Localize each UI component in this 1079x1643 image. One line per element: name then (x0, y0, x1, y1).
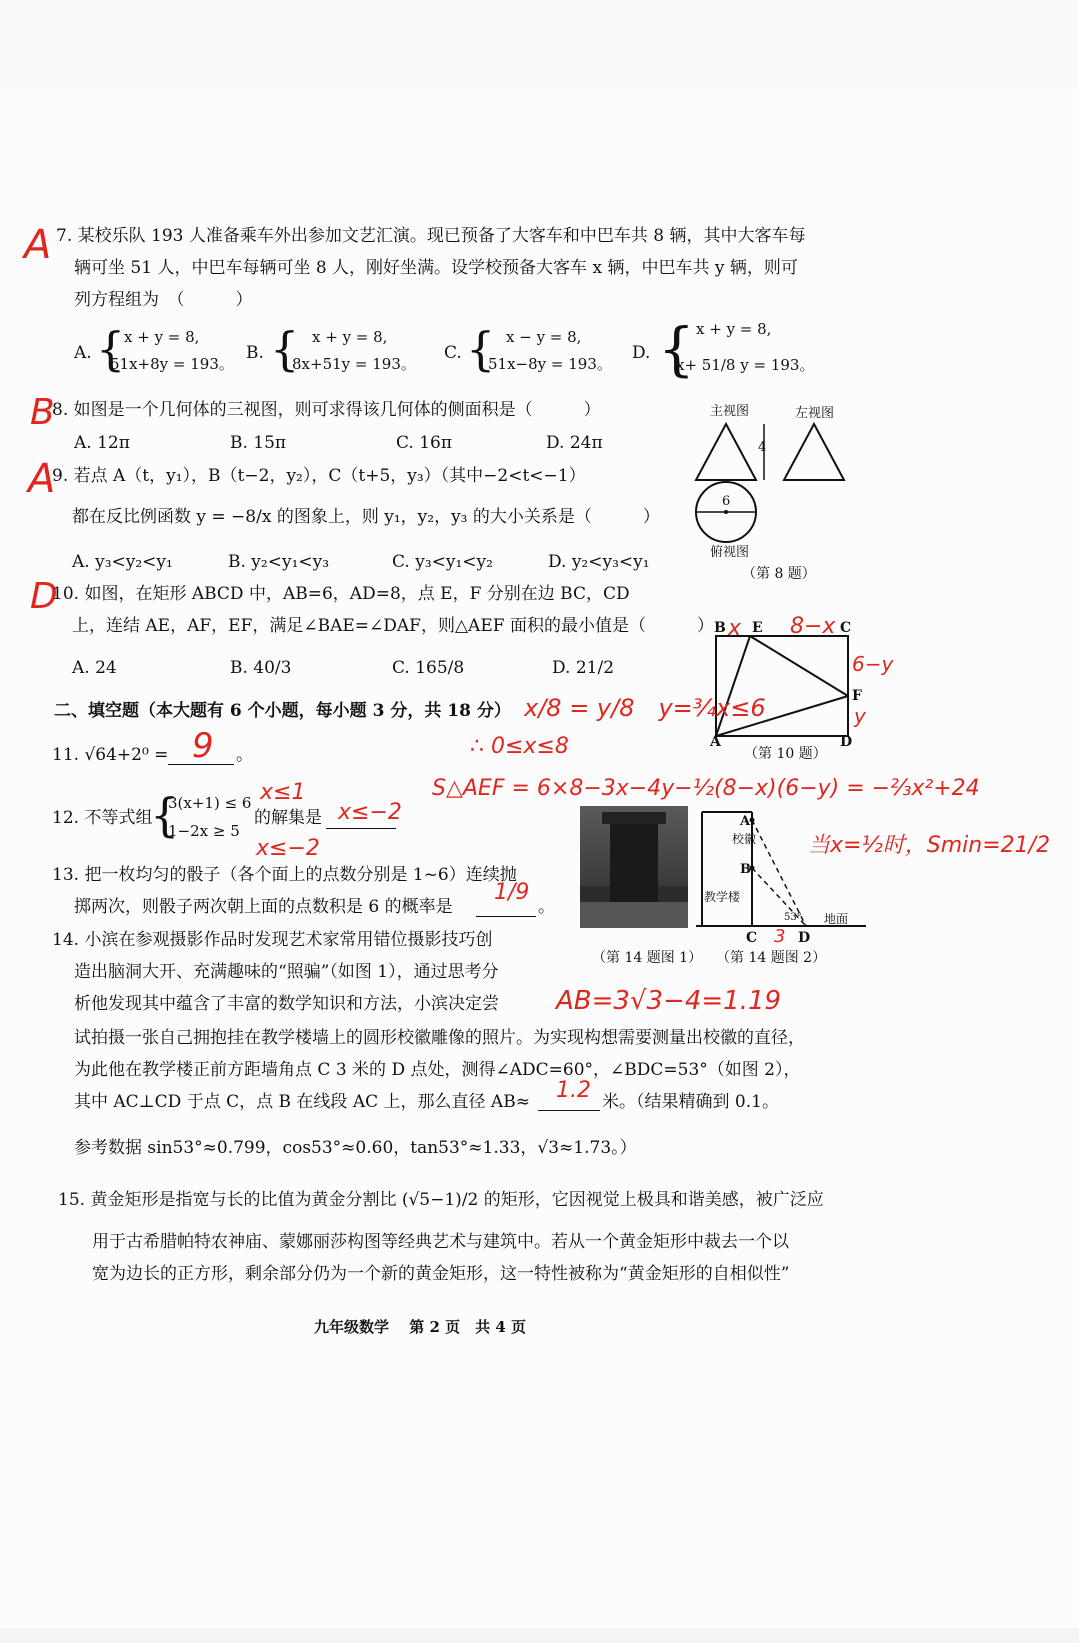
q7-line1: 7. 某校乐队 193 人准备乘车外出参加文艺汇演。现已预备了大客车和中巴车共 8 辆，其中大客车每 (56, 226, 806, 246)
q7-line3: 列方程组为 （ ） (74, 290, 253, 310)
q10-fig-note-6y: 6−y (852, 652, 894, 676)
q7-option-c-label: C. (444, 343, 462, 363)
q14-photo (580, 806, 688, 928)
q10-option-a: A. 24 (72, 658, 117, 678)
q13-line1: 13. 把一枚均匀的骰子（各个面上的点数分别是 1~6）连续抛 (52, 865, 517, 885)
q8-fig-left-label: 左视图 (795, 406, 835, 421)
q8-fig-caption: （第 8 题） (742, 566, 816, 582)
q14-fig2-distance: 3 (774, 926, 786, 947)
q7-option-c-eq1: x − y = 8, (506, 328, 582, 346)
q12-work1: x≤1 (260, 780, 306, 805)
section2-heading: 二、填空题（本大题有 6 个小题，每小题 3 分，共 18 分） (54, 701, 511, 721)
q9-line1: 9. 若点 A（t，y₁），B（t−2，y₂），C（t+5，y₃）（其中−2<t<−1） (52, 466, 586, 486)
q14-work: AB=3√3−4=1.19 (556, 986, 782, 1016)
q14-fig2-badge-label: 校徽 (732, 832, 757, 846)
q8-option-d: D. 24π (546, 433, 603, 453)
q10-fig-label-d: D (840, 734, 853, 750)
q10-fig-note-y: y (854, 704, 866, 728)
q10-work-line2: ∴ 0≤x≤8 (470, 734, 569, 759)
q14-line1: 14. 小滨在参观摄影作品时发现艺术家常用错位摄影技巧创 (52, 930, 493, 950)
q14-fig1-caption: （第 14 题图 1） (592, 950, 703, 966)
q14-line5: 为此他在教学楼正前方距墙角点 C 3 米的 D 点处，测得∠ADC=60°，∠BDC=53°（如图 2）， (74, 1060, 801, 1080)
q7-option-a-eq2: 51x+8y = 193。 (110, 355, 234, 373)
q14-answer: 1.2 (556, 1078, 591, 1103)
q7-option-d-label: D. (632, 343, 651, 363)
answer-mark-q8: B (30, 392, 55, 433)
q8-three-view-figure (690, 420, 860, 560)
q9-option-d: D. y₂<y₃<y₁ (548, 552, 650, 572)
q12-answer: x≤−2 (338, 800, 402, 825)
q13-blank (476, 916, 536, 917)
q12-eq2: 1−2x ≥ 5 (168, 822, 240, 840)
q10-fig-note-8x: 8−x (790, 614, 836, 639)
q8-fig-front-label: 主视图 (710, 404, 750, 419)
q10-fig-label-b: B (714, 620, 726, 636)
q14-fig2-label-d: D (798, 930, 811, 946)
q10-fig-label-f: F (852, 688, 862, 704)
q8-stem: 8. 如图是一个几何体的三视图，则可求得该几何体的侧面积是（ ） (52, 400, 601, 420)
q10-line1: 10. 如图，在矩形 ABCD 中，AB=6，AD=8，点 E，F 分别在边 BC，CD (52, 584, 630, 604)
q14-fig2-label-a: A (740, 814, 751, 829)
q13-answer: 1/9 (494, 880, 530, 905)
answer-mark-q7: A (24, 222, 52, 268)
q10-option-c: C. 165/8 (392, 658, 465, 678)
answer-mark-q9: A (28, 456, 56, 502)
q14-blank (538, 1110, 600, 1111)
q14-unit: 米。（结果精确到 0.1。 (602, 1092, 779, 1112)
q7-option-b-eq2: 8x+51y = 193。 (292, 355, 416, 373)
q11-period: 。 (236, 745, 253, 765)
q8-fig-top-label: 俯视图 (710, 545, 750, 560)
q7-option-d-brace: { (658, 315, 695, 383)
q9-option-b: B. y₂<y₁<y₃ (228, 552, 330, 572)
q14-line4: 试拍摄一张自己拥抱挂在教学楼墙上的圆形校徽雕像的照片。为实现构想需要测量出校徽的直径， (74, 1028, 805, 1048)
q10-rectangle-figure (712, 630, 862, 740)
q7-option-b-brace: { (270, 322, 300, 376)
q14-fig2-label-c: C (746, 930, 758, 946)
q10-work-line1: x/8 = y/8 y=¾x≤6 (524, 694, 766, 722)
q10-fig-caption: （第 10 题） (744, 746, 827, 762)
q10-work-line3: S△AEF = 6×8−3x−4y−½(8−x)(6−y) = −⅔x²+24 (432, 776, 980, 801)
q10-fig-note-x: x (728, 616, 742, 641)
q12-work2: x≤−2 (256, 836, 320, 861)
q10-fig-label-a: A (710, 734, 721, 750)
q7-option-b-label: B. (246, 343, 264, 363)
q7-option-a-label: A. (74, 343, 92, 363)
q10-fig-label-c: C (840, 620, 852, 636)
q14-line6: 其中 AC⊥CD 于点 C，点 B 在线段 AC 上，那么直径 AB≈ (74, 1092, 530, 1112)
q7-option-a-eq1: x + y = 8, (124, 328, 200, 346)
page-footer: 九年级数学 第 2 页 共 4 页 (314, 1318, 526, 1336)
q8-fig-height: 4 (758, 440, 767, 455)
top-bar (0, 0, 1079, 89)
q10-fig-label-e: E (752, 620, 763, 636)
q14-fig2-building-label: 教学楼 (704, 890, 741, 904)
q15-line1: 15. 黄金矩形是指宽与长的比值为黄金分割比 (√5−1)/2 的矩形，它因视觉上极具和谐美感，被广泛应 (58, 1190, 824, 1210)
q11-text: 11. √64+2⁰ = (52, 745, 169, 765)
q10-line2: 上，连结 AE，AF，EF，满足∠BAE=∠DAF，则△AEF 面积的最小值是（ ） (72, 616, 714, 636)
q14-fig2-angle: 53° (784, 912, 802, 923)
q8-option-c: C. 16π (396, 433, 453, 453)
q12-prefix: 12. 不等式组 (52, 808, 153, 828)
q12-blank (326, 828, 396, 829)
q13-line2: 掷两次，则骰子两次朝上面的点数积是 6 的概率是 (74, 897, 453, 917)
q12-suffix: 的解集是 (254, 808, 322, 828)
q14-reference: 参考数据 sin53°≈0.799，cos53°≈0.60，tan53°≈1.33，√3≈1.73。） (74, 1138, 637, 1158)
q11-answer: 9 (192, 726, 214, 766)
q14-fig2-ground-label: 地面 (824, 912, 849, 926)
q7-option-c-eq2: 51x−8y = 193。 (488, 355, 612, 373)
answer-mark-q10: D (30, 576, 58, 617)
q7-option-c-brace: { (466, 322, 496, 376)
q8-option-b: B. 15π (230, 433, 287, 453)
q8-fig-diameter: 6 (722, 494, 731, 509)
q8-option-a: A. 12π (74, 433, 130, 453)
q10-option-b: B. 40/3 (230, 658, 292, 678)
q15-line2: 用于古希腊帕特农神庙、蒙娜丽莎构图等经典艺术与建筑中。若从一个黄金矩形中裁去一个以 (92, 1232, 789, 1252)
q10-work-line4: 当x=½时，Smin=21/2 (808, 833, 1051, 858)
q14-line2: 造出脑洞大开、充满趣味的“照骗”（如图 1），通过思考分 (74, 962, 499, 982)
q12-eq1: 3(x+1) ≤ 6 (168, 794, 252, 812)
q12-brace: { (150, 788, 180, 842)
q15-line3: 宽为边长的正方形，剩余部分仍为一个新的黄金矩形，这一特性被称为“黄金矩形的自相似性” (92, 1264, 790, 1284)
q9-option-a: A. y₃<y₂<y₁ (72, 552, 173, 572)
q9-option-c: C. y₃<y₁<y₂ (392, 552, 493, 572)
q7-option-d-eq2: x+ 51/8 y = 193。 (676, 356, 815, 374)
q9-line2: 都在反比例函数 y = −8/x 的图象上，则 y₁，y₂，y₃ 的大小关系是（ ） (72, 507, 660, 527)
q14-fig2-label-b: B (740, 862, 751, 877)
q7-option-b-eq1: x + y = 8, (312, 328, 388, 346)
q7-option-d-eq1: x + y = 8, (696, 320, 772, 338)
q10-option-d: D. 21/2 (552, 658, 615, 678)
q7-option-a-brace: { (96, 322, 126, 376)
q13-period: 。 (538, 897, 555, 917)
q14-fig2-caption: （第 14 题图 2） (716, 950, 827, 966)
q7-line2: 辆可坐 51 人，中巴车每辆可坐 8 人，刚好坐满。设学校预备大客车 x 辆，中巴车共 y 辆，则可 (74, 258, 798, 278)
q14-line3: 析他发现其中蕴含了丰富的数学知识和方法，小滨决定尝 (74, 994, 499, 1014)
